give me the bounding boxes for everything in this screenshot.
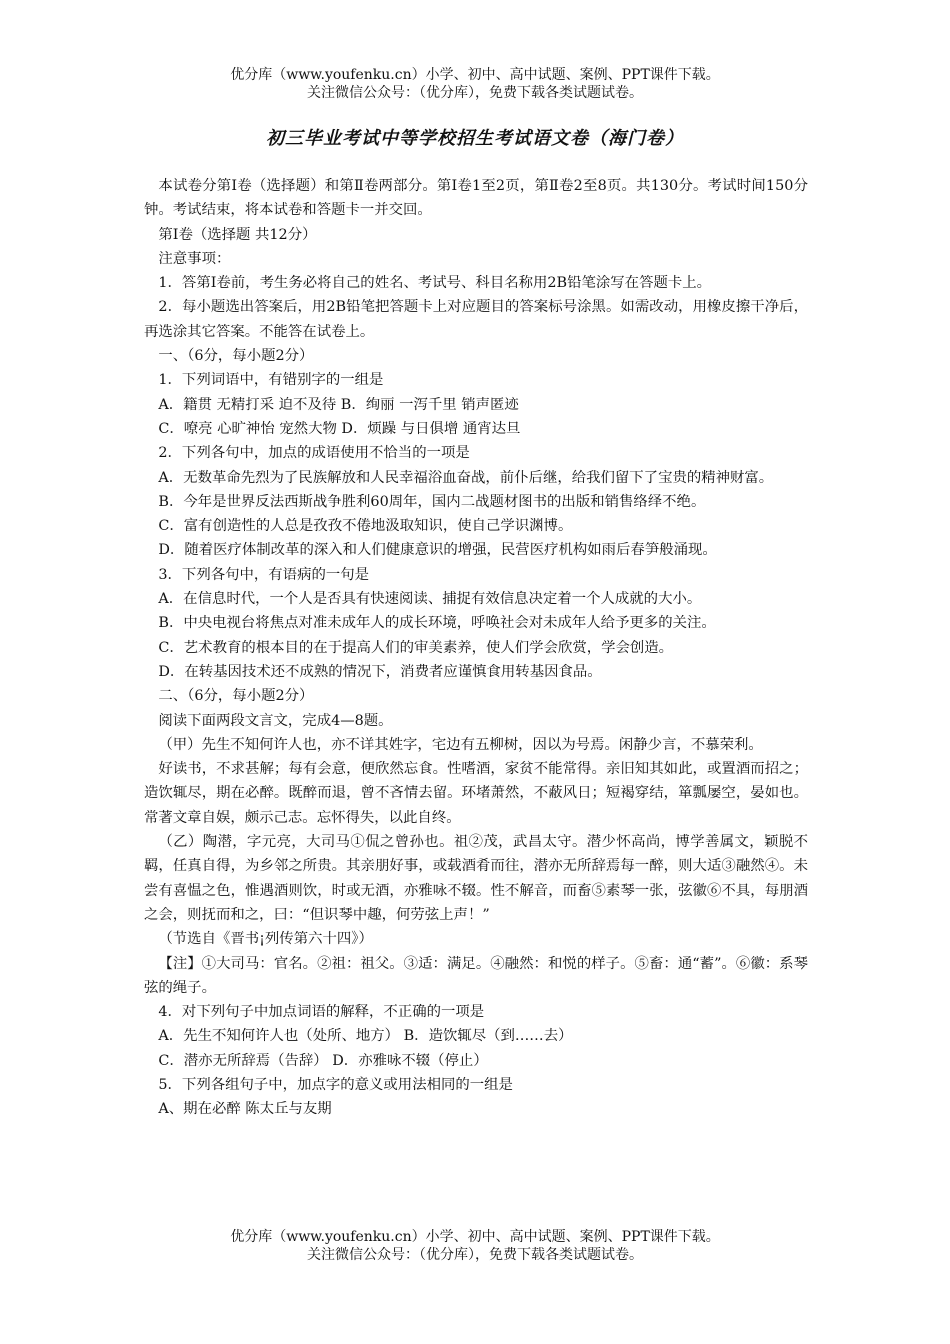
header-line-2: 关注微信公众号：（优分库），免费下载各类试题试卷。 xyxy=(307,85,643,101)
paragraph: D．在转基因技术还不成熟的情况下，消费者应谨慎食用转基因食品。 xyxy=(158,663,602,680)
paragraph: A、期在必醉 陈太丘与友期 xyxy=(158,1101,332,1118)
paragraph: 第Ⅰ卷（选择题 共12分） xyxy=(158,226,317,243)
paragraph: 阅读下面两段文言文，完成4—8题。 xyxy=(158,712,393,729)
paragraph: B．今年是世界反法西斯战争胜利60周年，国内二战题材图书的出版和销售络绎不绝。 xyxy=(158,493,706,510)
paragraph: C．潜亦无所辞焉（告辞） D．亦雅咏不辍（停止） xyxy=(158,1052,488,1069)
paragraph: A．先生不知何许人也（处所、地方） B．造饮辄尽（到……去） xyxy=(158,1028,573,1045)
paragraph: 2．下列各句中，加点的成语使用不恰当的一项是 xyxy=(158,445,470,462)
footer-line-1: 优分库（www.youfenku.cn）小学、初中、高中试题、案例、PPT课件下载。 xyxy=(230,1229,720,1245)
page-title: 初三毕业考试中等学校招生考试语文卷（海门卷） xyxy=(266,128,684,149)
paragraph: 【注】①大司马：官名。②祖：祖父。③适：满足。④融然：和悦的样子。⑤畜：通“蓄”。⑥徽：系琴弦的绳子。 xyxy=(144,955,808,996)
paragraph: A．无数革命先烈为了民族解放和人民幸福浴血奋战，前仆后继，给我们留下了宝贵的精神财富。 xyxy=(158,469,774,486)
header-line-1: 优分库（www.youfenku.cn）小学、初中、高中试题、案例、PPT课件下载。 xyxy=(230,67,720,83)
footer-line-2: 关注微信公众号：（优分库），免费下载各类试题试卷。 xyxy=(307,1247,643,1263)
paragraph: 本试卷分第Ⅰ卷（选择题）和第Ⅱ卷两部分。第Ⅰ卷1至2页，第Ⅱ卷2至8页。共130分。考试时间150分钟。考试结束，将本试卷和答题卡一并交回。 xyxy=(144,178,808,219)
paragraph: （甲）先生不知何许人也，亦不详其姓字，宅边有五柳树，因以为号焉。闲静少言，不慕荣利。 xyxy=(158,736,763,753)
paragraph: A．在信息时代，一个人是否具有快速阅读、捕捉有效信息决定着一个人成就的大小。 xyxy=(158,591,702,608)
paragraph: 3．下列各句中，有语病的一句是 xyxy=(158,566,370,583)
paragraph: 2．每小题选出答案后，用2B铅笔把答题卡上对应题目的答案标号涂黑。如需改动，用橡皮擦干净后，再选涂其它答案。不能答在试卷上。 xyxy=(144,299,808,340)
paragraph: 1．下列词语中，有错别字的一组是 xyxy=(158,372,384,389)
page-footer xyxy=(0,1228,950,1264)
paragraph: 注意事项： xyxy=(158,250,231,267)
exam-body xyxy=(144,174,808,1122)
page-header xyxy=(0,66,950,102)
paragraph: C．富有创造性的人总是孜孜不倦地汲取知识，使自己学识渊博。 xyxy=(158,518,573,535)
paragraph: C．艺术教育的根本目的在于提高人们的审美素养，使人们学会欣赏，学会创造。 xyxy=(158,639,674,656)
paragraph: 5．下列各组句子中，加点字的意义或用法相同的一组是 xyxy=(158,1076,513,1093)
paragraph: D．随着医疗体制改革的深入和人们健康意识的增强，民营医疗机构如雨后春笋般涌现。 xyxy=(158,542,717,559)
paragraph: B．中央电视台将焦点对准未成年人的成长环境，呼唤社会对未成年人给予更多的关注。 xyxy=(158,615,716,632)
paragraph: 二、（6分，每小题2分） xyxy=(158,688,314,705)
paragraph: 4．对下列句子中加点词语的解释，不正确的一项是 xyxy=(158,1004,485,1021)
paragraph: （节选自《晋书¡列传第六十四》） xyxy=(158,931,373,948)
paragraph: A．籍贯 无精打采 迫不及待 B．绚丽 一泻千里 销声匿迹 xyxy=(158,396,519,413)
paragraph: （乙）陶潜，字元亮，大司马①侃之曾孙也。祖②茂，武昌太守。潜少怀高尚，博学善属文，颖脱不羁，任真自得，为乡邻之所贵。其亲朋好事，或载酒肴而往，潜亦无所辞焉每一醉，则大适③融然④。未尝有喜愠之色，惟遇酒则饮，时或无酒，亦雅咏不辍。性不解音，而畜⑤素琴一张，弦徽⑥不具，每朋酒之会，则抚而和之，曰：“但识琴中趣，何劳弦上声！” xyxy=(144,834,808,923)
paragraph: C．嘹亮 心旷神怡 宠然大物 D．烦躁 与日俱增 通宵达旦 xyxy=(158,420,521,437)
paragraph: 好读书，不求甚解；每有会意，便欣然忘食。性嗜酒，家贫不能常得。亲旧知其如此，或置酒而招之；造饮辄尽，期在必醉。既醉而退，曾不吝情去留。环堵萧然，不蔽风日；短褐穿结，箪瓢屡空，晏如也。常著文章自娱，颇示己志。忘怀得失，以此自终。 xyxy=(144,761,808,826)
paragraph: 1．答第Ⅰ卷前，考生务必将自己的姓名、考试号、科目名称用2B铅笔涂写在答题卡上。 xyxy=(158,275,712,292)
paragraph: 一、（6分，每小题2分） xyxy=(158,348,314,365)
